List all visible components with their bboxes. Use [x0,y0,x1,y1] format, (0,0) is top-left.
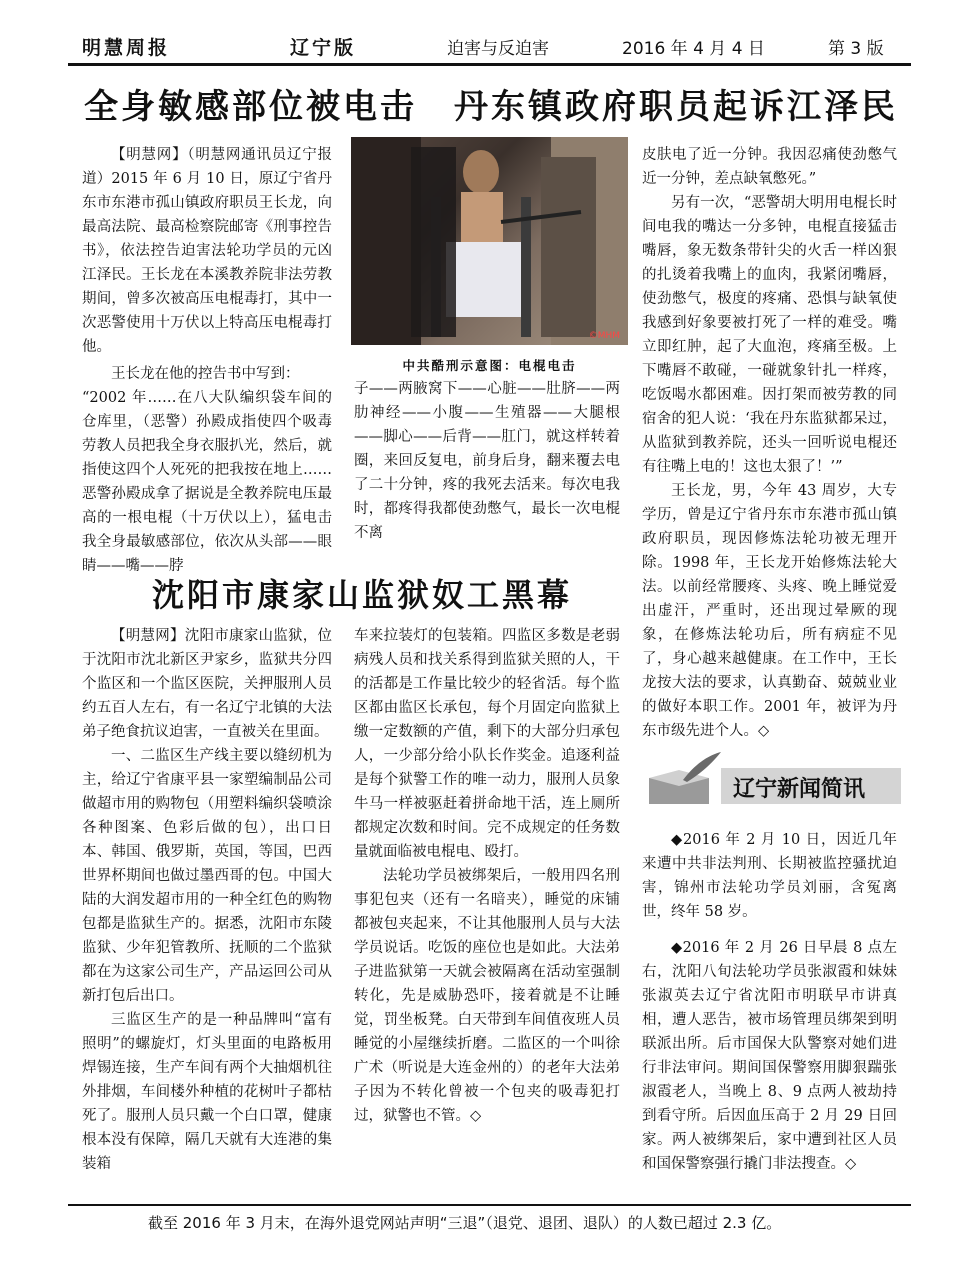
book-quill-icon [643,750,723,810]
article2-paragraph: 【明慧网】沈阳市康家山监狱，位于沈阳市沈北新区尹家乡，监狱共分四个监区和一个监区医院，关押服刑人员约五百人左右，有一名辽宁北镇的大法弟子绝食抗议迫害，一直被关在里面。 [82,628,332,740]
news-header [643,748,898,816]
article2-column-2 [354,624,620,1128]
section-label: 迫害与反迫害 [447,39,549,59]
news-item: ◆2016 年 2 月 10 日，因近几年来遭中共非法判刑、长期被监控骚扰迫害，锦州市法轮功学员刘丽，含冤离世，终年 58 岁。 [642,832,897,920]
footer-divider [68,1204,911,1206]
article2-title: 沈阳市康家山监狱奴工黑幕 [152,576,573,614]
article1-paragraph: 皮肤电了近一分钟。我因忍痛使劲憋气近一分钟，差点缺氧憋死。” [642,147,897,187]
masthead: 明慧周报 [82,37,171,59]
photo-caption: 中共酷刑示意图：电棍电击 [402,358,577,373]
article1-paragraph: 王长龙，男，今年 43 周岁，大专学历，曾是辽宁省丹东市东港市孤山镇政府职员，现因修炼法轮功被无理开除。1998 年，王长龙开始修炼法轮大法。以前经常腰疼、头疼、晚上睡觉爱出虚汗，严重时，还出现过晕厥的现象，在修炼法轮功后，所有病症不见了，身心越来越健康。在工作中，王长龙按大法的要求，认真勤奋、兢兢业业的做好本职工作。2001 年，被评为丹东市级先进个人。◇ [642,483,897,739]
issue-date: 2016 年 4 月 4 日 [622,39,765,59]
article1-paragraph: 子——两腋窝下——心脏——肚脐——两肋神经——小腹——生殖器——大腿根——脚心——后背——肛门，就这样转着圈，来回反复电，前身后身，翻来覆去电了二十分钟，疼的我死去活来。每次电我时，都疼得我都使劲憋气，最长一次电棍不离 [354,381,620,541]
news-list [642,828,897,1176]
article2-paragraph: 车来拉装灯的包装箱。四监区多数是老弱病残人员和找关系得到监狱关照的人，干的活都是工作量比较少的轻省活。每个监区都由监区长承包，每个月固定向监狱上缴一定数额的产值，剩下的大部分归承包人，一少部分给小队长作奖金。追逐利益是每个狱警工作的唯一动力，服刑人员象牛马一样被驱赶着拼命地干活，连上厕所都规定次数和时间。完不成规定的任务数量就面临被电棍电、殴打。 [354,628,620,860]
news-item: ◆2016 年 2 月 26 日早晨 8 点左右，沈阳八旬法轮功学员张淑霞和妹妹张淑英去辽宁省沈阳市明联早市讲真相，遭人恶告，被市场管理员绑架到明联派出所。后市国保大队警察对她们进行非法审问。期间国保警察用脚狠踹张淑霞老人，当晚上 8、9 点两人被劫持到看守所。后因血压高于 2 月 29 日回家。两人被绑架后，家中遭到社区人员和国保警察强行撬门非法搜查。◇ [642,940,897,1172]
article2-paragraph: 三监区生产的是一种品牌叫“富有照明”的螺旋灯，灯头里面的电路板用焊锡连接，生产车间有两个大抽烟机往外排烟，车间楼外种植的花树叶子都枯死了。服刑人员只戴一个白口罩，健康根本没有保障，隔几天就有大连港的集装箱 [82,1012,332,1172]
article1-column-2 [354,377,620,545]
page-number: 第 3 版 [828,39,884,59]
edition-label: 辽宁版 [290,37,357,59]
article1-title: 全身敏感部位被电击 丹东镇政府职员起诉江泽民 [84,87,898,127]
article2-column-1 [82,624,332,1176]
article2-paragraph: 一、二监区生产线主要以缝纫机为主，给辽宁省康平县一家塑编制品公司做超市用的购物包（用塑料编织袋喷涂各种图案、色彩后做的包），出口日本、韩国、俄罗斯，英国，等国，巴西世界杯期间也做过墨西哥的包。中国大陆的大润发超市用的一种全红色的购物包都是监狱生产的。据悉，沈阳市东陵监狱、少年犯管教所、抚顺的二个监狱都在为这家公司生产，产品运回公司从新打包后出口。 [82,748,332,1004]
article1-column-1 [82,143,332,578]
news-title: 辽宁新闻简讯 [733,777,866,802]
header-divider [68,63,911,66]
article1-paragraph: 另有一次，“恶警胡大明用电棍长时间电我的嘴达一分多钟，电棍直接猛击嘴唇，象无数条带针尖的火舌一样凶狠的扎烫着我嘴上的血肉，我紧闭嘴唇，使劲憋气，极度的疼痛、恐惧与缺氧使我感到好象要被打死了一样的难受。嘴立即红肿，起了大血泡，疼痛至极。上下嘴唇不敢碰，一碰就象针扎一样疼，吃饭喝水都困难。因打架而被劳教的同宿舍的犯人说：‘我在丹东监狱都呆过，从监狱到教养院，还头一回听说电棍还有往嘴上电的！这也太狠了！’” [642,195,897,475]
article2-paragraph: 法轮功学员被绑架后，一般用四名刑事犯包夹（还有一名暗夹），睡觉的床铺都被包夹起来，不让其他服刑人员与大法学员说话。吃饭的座位也是如此。大法弟子进监狱第一天就会被隔离在活动室强制转化，先是威胁恐吓，接着就是不让睡觉，罚坐板凳。白天带到车间值夜班人员睡觉的小屋继续折磨。二监区的一个叫徐广术（听说是大连金州的）的老年大法弟子因为不转化曾被一个包夹的吸毒犯打过，狱警也不管。◇ [354,868,620,1124]
footer-notice: 截至 2016 年 3 月末，在海外退党网站声明“三退”（退党、退团、退队）的人数已超过 2.3 亿。 [148,1214,782,1232]
article1-paragraph: 王长龙在他的控告书中写到： [111,366,300,382]
article1-column-3 [642,143,897,743]
article1-paragraph: 【明慧网】（明慧网通讯员辽宁报道）2015 年 6 月 10 日，原辽宁省丹东市东港市孤山镇政府职员王长龙，向最高法院、最高检察院邮寄《刑事控告书》，依法控告迫害法轮功学员的元凶江泽民。王长龙在本溪教养院非法劳教期间，曾多次被高压电棍毒打，其中一次恶警使用十万伏以上特高压电棍毒打他。 [82,147,332,355]
photo-watermark: ©MHM [588,331,620,341]
photo-figure [351,137,628,345]
torture-illustration-photo [351,137,628,345]
article1-paragraph: “2002 年……在八大队编织袋车间的仓库里，（恶警）孙殿成指使四个吸毒劳教人员把我全身衣服扒光，然后，就指使这四个人死死的把我按在地上……恶警孙殿成拿了据说是全教养院电压最高的一根电棍（十万伏以上），猛电击我全身最敏感部位，依次从头部——眼睛——嘴——脖 [82,390,332,574]
